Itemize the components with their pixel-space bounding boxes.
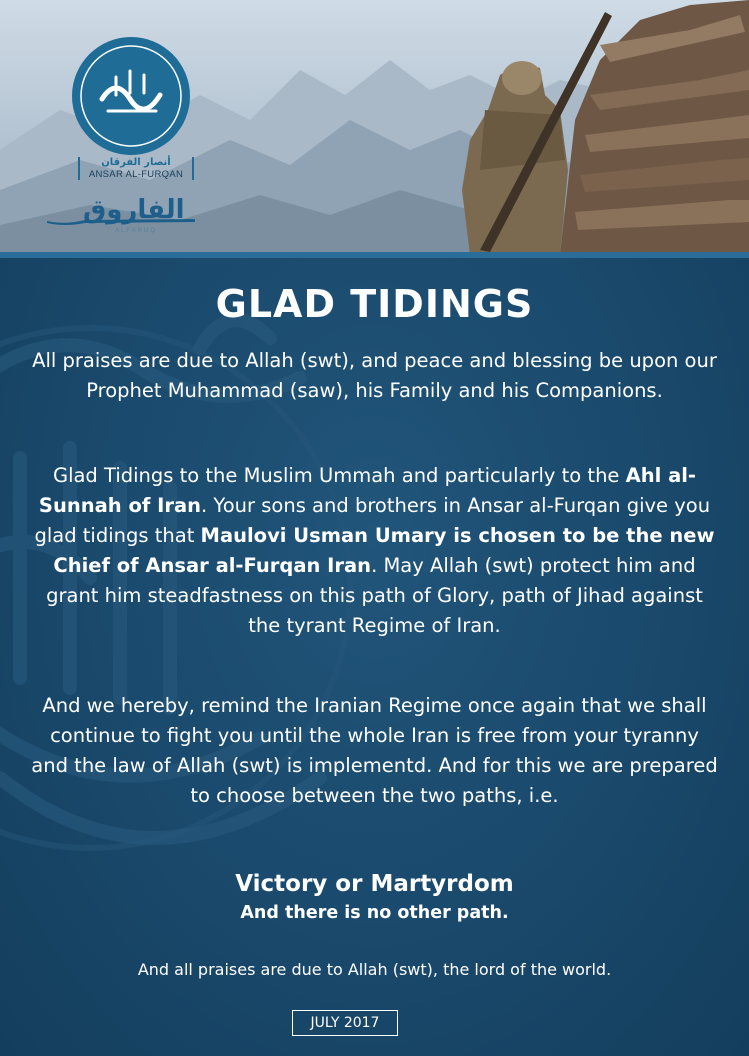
ansar-al-furqan-logo (72, 37, 190, 155)
logo-arabic-text: أنصار الفرقان (101, 157, 171, 168)
statement-panel (0, 258, 749, 1056)
header-banner (0, 0, 749, 255)
announcement-text-1: Glad Tidings to the Muslim Ummah and particularly to the (52, 464, 626, 487)
announcement-text-3: . May Allah (swt) protect him and grant him steadfastness on this path of Glory, path of Jihad against the tyrant Regime of Iran. (46, 554, 703, 637)
logo-ring-icon (72, 37, 190, 155)
announcement-paragraph (30, 461, 719, 641)
slogan-heading: Victory or Martyrdom (235, 871, 514, 897)
announcement-bold-2: Maulovi Usman Umary is chosen to be the new Chief of Ansar al-Furqan Iran (53, 524, 715, 577)
logo-latin-text: ANSAR AL-FURQAN (88, 169, 184, 180)
slogan-subheading: And there is no other path. (240, 903, 509, 923)
closing-line: And all praises are due to Allah (swt), the lord of the world. (137, 960, 612, 979)
alfaruq-arabic-text: الفاروق (83, 195, 185, 225)
date-badge: JULY 2017 (292, 1010, 398, 1036)
logo-caption (78, 157, 194, 180)
alfaruq-latin-text: ALFARUQ (115, 228, 158, 234)
announcement-bold-1: Ahl al-Sunnah of Iran (38, 464, 697, 517)
announcement-text-2: . Your sons and brothers in Ansar al-Furqan give you glad tidings that (34, 494, 711, 547)
warning-paragraph: And we hereby, remind the Iranian Regime once again that we shall continue to fight you until the whole Iran is free from your tyranny and the law of Allah (swt) is implementd. And for this we are prepared to choose between the two paths, i.e. (31, 694, 718, 807)
alfaruq-media-logo (45, 193, 195, 243)
opening-paragraph: All praises are due to Allah (swt), and peace and blessing be upon our Prophet Muhammad (saw), his Family and his Companions. (32, 349, 717, 402)
page-title: GLAD TIDINGS (215, 282, 534, 326)
